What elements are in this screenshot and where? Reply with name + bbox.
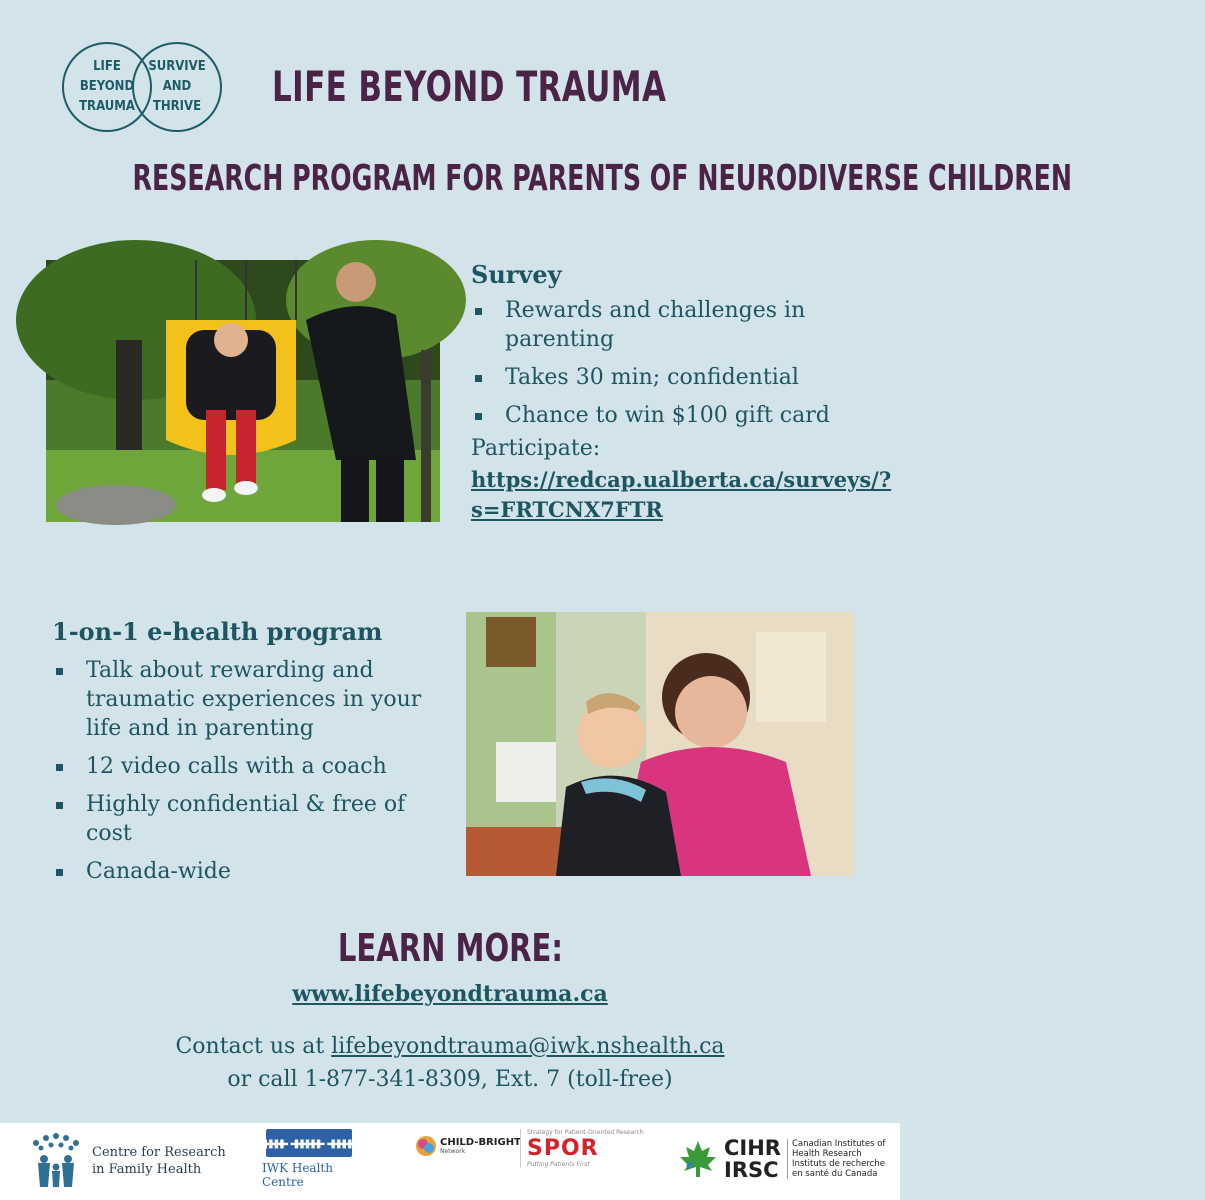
child-bright-name: CHILD-BRIGHT (440, 1137, 521, 1148)
page-subtitle-text: RESEARCH PROGRAM FOR PARENTS OF NEURODIVERSE CHILDREN (132, 158, 1073, 199)
iwk-logo-mark (253, 1129, 365, 1189)
logo-circle-right (132, 42, 222, 132)
family-photo-illustration (466, 612, 854, 876)
program-heading: 1-on-1 e-health program (52, 617, 383, 646)
page-subtitle (0, 158, 1073, 199)
family-tree-icon (26, 1133, 86, 1189)
list-item: Chance to win $100 gift card (471, 401, 851, 430)
logo-right-text: SURVIVE AND THRIVE (148, 59, 206, 114)
list-item: Talk about rewarding and traumatic experiences in your life and in parenting (52, 656, 452, 743)
survey-link[interactable]: https://redcap.ualberta.ca/surveys/?s=FRTCNX7FTR (471, 467, 892, 522)
program-logo (62, 42, 227, 132)
iwk-logo (253, 1129, 365, 1189)
list-item: Takes 30 min; confidential (471, 363, 851, 392)
spor-slogan: Putting Patients First (527, 1161, 590, 1168)
email-link[interactable]: lifebeyondtrauma@iwk.nshealth.ca (331, 1034, 725, 1059)
swing-photo (46, 260, 440, 522)
child-bright-logo (415, 1135, 521, 1157)
logo-left-text: LIFE BEYOND TRAUMA (79, 59, 135, 114)
spor-wordmark: SPOR (527, 1136, 599, 1161)
crfh-logo (26, 1133, 226, 1189)
brain-icon (415, 1135, 437, 1157)
participate-label: Participate: (471, 436, 601, 461)
contact-prefix: Contact us at (175, 1034, 332, 1059)
list-item: Canada-wide (52, 857, 452, 886)
learn-more-heading (0, 926, 900, 970)
spor-logo (520, 1129, 644, 1168)
page-title: LIFE BEYOND TRAUMA (272, 62, 667, 111)
cihr-abbreviation: CIHR IRSC (724, 1136, 781, 1182)
cihr-logo (676, 1137, 885, 1181)
sponsor-footer (0, 1123, 900, 1200)
child-bright-text (440, 1137, 521, 1155)
iwk-name: IWK Health Centre (262, 1161, 333, 1189)
contact-email-line (0, 1030, 900, 1063)
family-photo (466, 612, 854, 876)
spor-tagline: Strategy for Patient-Oriented Research (527, 1129, 644, 1136)
survey-bullet-list (471, 296, 851, 439)
list-item: Highly confidential & free of cost (52, 790, 452, 848)
program-bullet-list (52, 656, 452, 895)
list-item: Rewards and challenges in parenting (471, 296, 851, 354)
maple-leaf-icon (676, 1139, 720, 1179)
contact-info (0, 1030, 900, 1096)
website-link[interactable]: www.lifebeyondtrauma.ca (292, 981, 608, 1007)
contact-phone: or call 1-877-341-8309, Ext. 7 (toll-free) (227, 1067, 673, 1092)
learn-more-heading-text: LEARN MORE: (337, 926, 563, 970)
crfh-name: Centre for Research in Family Health (92, 1145, 226, 1177)
child-bright-sub: Network (440, 1148, 466, 1155)
list-item: 12 video calls with a coach (52, 752, 452, 781)
cihr-full-name: Canadian Institutes of Health Research Instituts de recherche en santé du Canada (787, 1139, 885, 1179)
iwk-figures-icon: ᚔᚔᚔ (266, 1129, 352, 1157)
swing-photo-illustration (46, 260, 440, 522)
survey-heading: Survey (471, 260, 562, 289)
